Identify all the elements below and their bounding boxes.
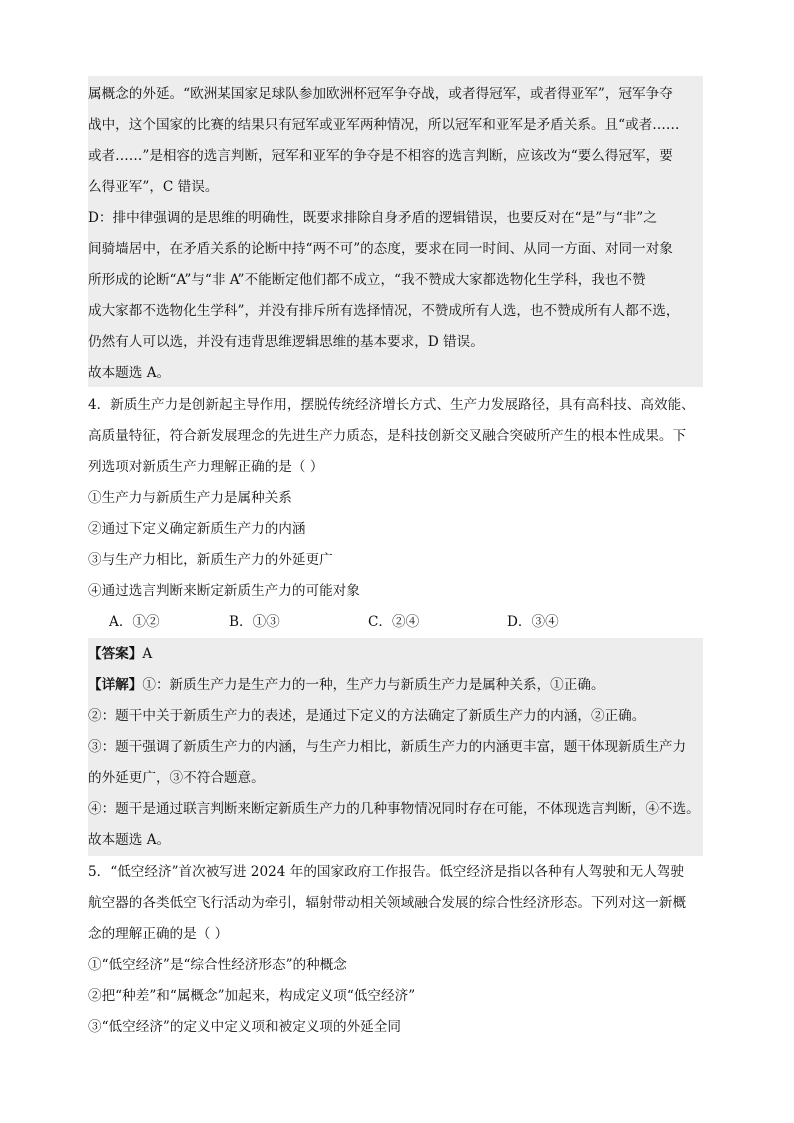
detail-label: 【详解】 [88,677,143,693]
question-5-item: ①“低空经济”是“综合性经济形态”的种概念 [88,957,347,973]
detail-line [88,675,605,695]
text-line: 间骑墙居中，在矛盾关系的论断中持“两不可”的态度，要求在同一时间、从同一方面、对同一对象 [88,241,673,257]
text-line: 么得亚军”，C 错误。 [88,179,219,195]
question-4-item: ①生产力与新质生产力是属种关系 [88,490,292,506]
text-line: 战中，这个国家的比赛的结果只有冠军或亚军两种情况，所以冠军和亚军是矛盾关系。且“或者…… [88,117,680,133]
detail-text: ①：新质生产力是生产力的一种，生产力与新质生产力是属种关系，①正确。 [142,677,605,693]
question-4-item: ④通过选言判断来断定新质生产力的可能对象 [88,583,360,599]
option-b: B．①③ [229,614,280,630]
text-line: 故本题选 A。 [88,365,171,381]
detail-line: ③：题干强调了新质生产力的内涵，与生产力相比，新质生产力的内涵更丰富，题干体现新质生产力 [88,739,687,755]
option-d: D．③④ [507,614,559,630]
question-4-stem: 列选项对新质生产力理解正确的是（ ） [88,459,324,475]
question-5-item: ③“低空经济”的定义中定义项和被定义项的外延全同 [88,1019,401,1035]
question-4-stem: 高质量特征，符合新发展理念的先进生产力质态，是科技创新交叉融合突破所产生的根本性成果。下 [88,428,687,444]
text-line: 仍然有人可以选，并没有违背思维逻辑思维的基本要求，D 错误。 [88,334,484,350]
answer-value: A [142,646,153,662]
question-4-item: ②通过下定义确定新质生产力的内涵 [88,521,306,537]
detail-line: 故本题选 A。 [88,832,171,848]
question-5-stem: 念的理解正确的是（ ） [88,926,229,942]
answer-line [88,644,152,664]
option-a: A．①② [109,614,160,630]
question-5-stem: 5．“低空经济”首次被写进 2024 年的国家政府工作报告。低空经济是指以各种有人驾驶和无人驾驶 [88,864,684,880]
text-line: 或者……”是相容的选言判断，冠军和亚军的争夺是不相容的选言判断，应该改为“要么得冠军，要 [88,148,673,164]
text-line: D：排中律强调的是思维的明确性，既要求排除自身矛盾的逻辑错误，也要反对在“是”与“非”之 [88,210,657,226]
text-line: 属概念的外延。“欧洲某国家足球队参加欧洲杯冠军争夺战，或者得冠军，或者得亚军”，冠军争夺 [88,86,673,102]
detail-line: 的外延更广，③不符合题意。 [88,770,265,786]
question-4-stem: 4．新质生产力是创新起主导作用，摆脱传统经济增长方式、生产力发展路径，具有高科技、高效能、 [88,397,695,413]
question-4-item: ③与生产力相比，新质生产力的外延更广 [88,552,333,568]
detail-line: ②：题干中关于新质生产力的表述，是通过下定义的方法确定了新质生产力的内涵，②正确。 [88,708,646,724]
detail-line: ④：题干是通过联言判断来断定新质生产力的几种事物情况同时存在可能，不体现选言判断，④不选。 [88,801,700,817]
question-5-item: ②把“种差”和“属概念”加起来，构成定义项“低空经济” [88,988,416,1004]
text-line: 成大家都不选物化生学科”，并没有排斥所有选择情况，不赞成所有人选，也不赞成所有人都不选， [88,303,680,319]
text-line: 所形成的论断“A”与“非 A”不能断定他们都不成立，“我不赞成大家都选物化生学科，我也不赞 [88,272,646,288]
question-5-stem: 航空器的各类低空飞行活动为牵引，辐射带动相关领域融合发展的综合性经济形态。下列对这一新概 [88,895,687,911]
option-c: C．②④ [368,614,420,630]
answer-label: 【答案】 [88,646,143,662]
